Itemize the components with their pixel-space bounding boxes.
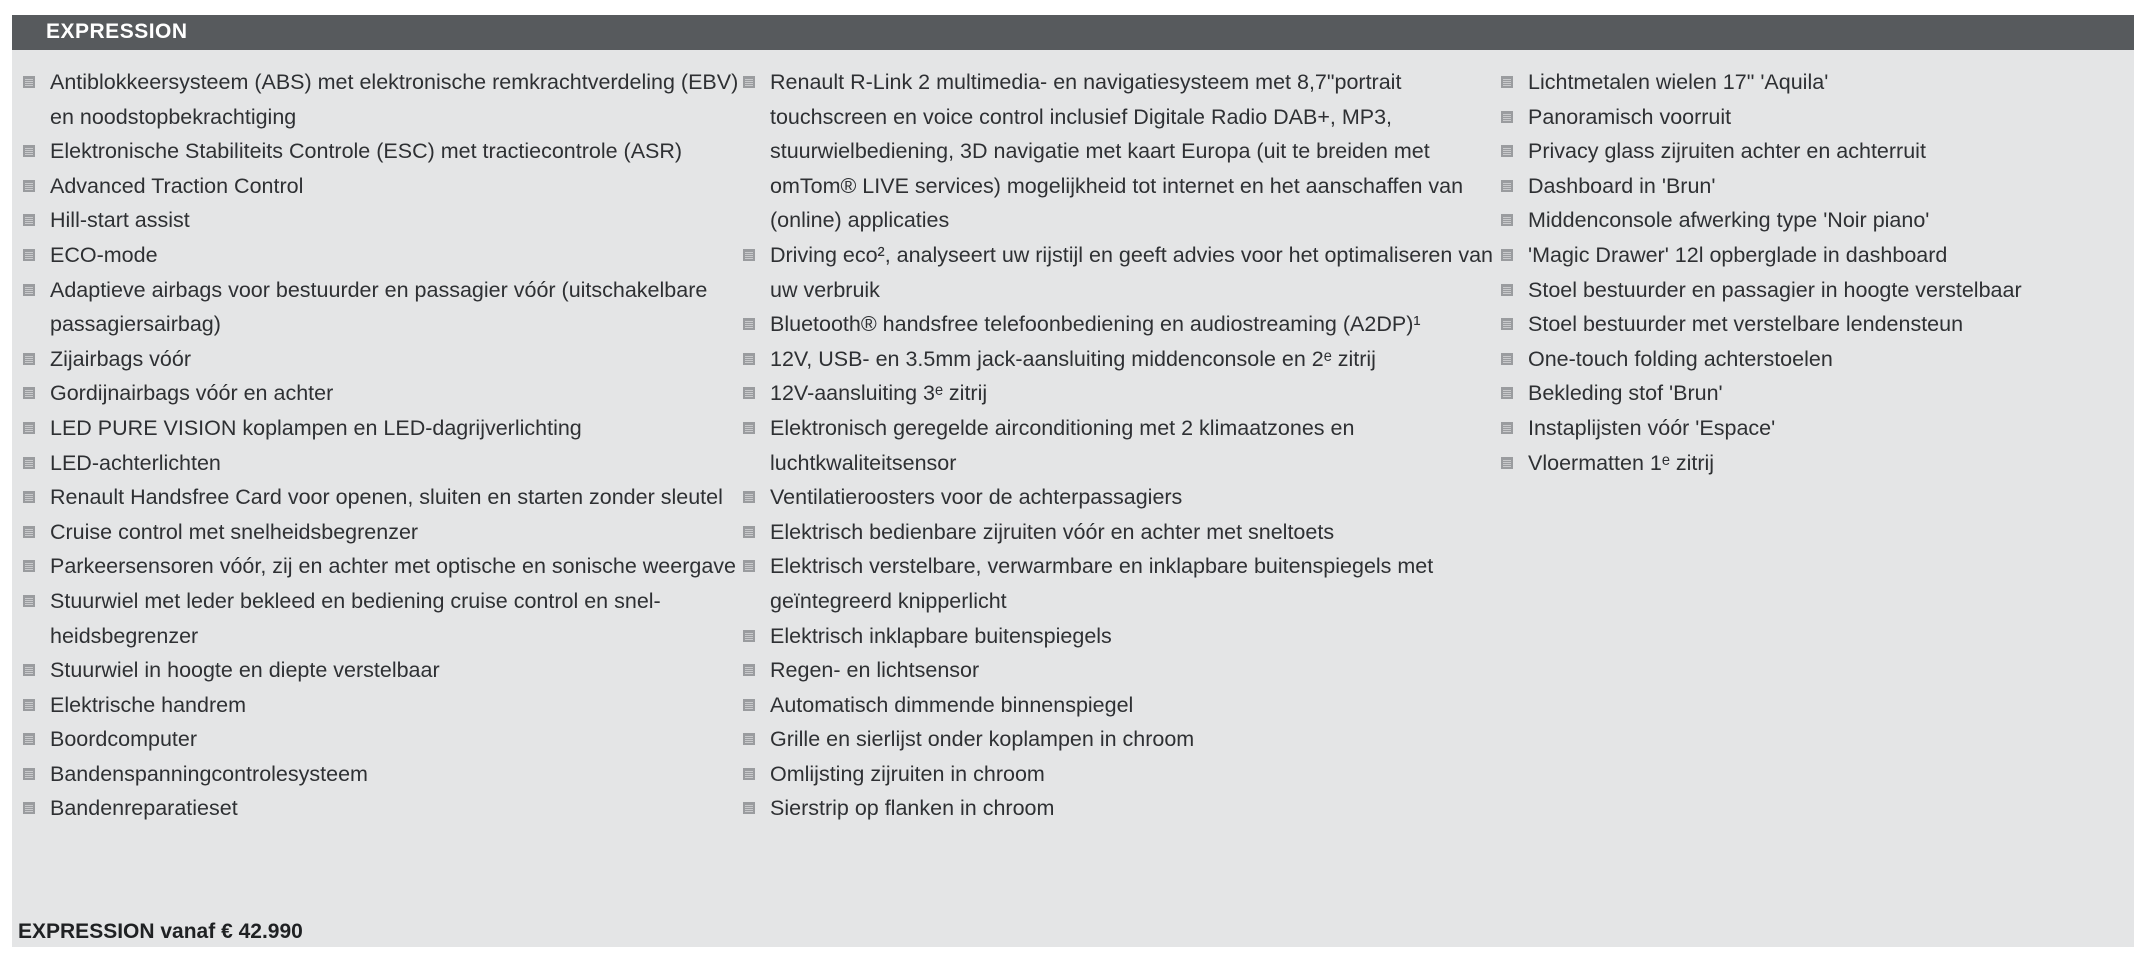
square-bullet-icon	[1501, 387, 1513, 399]
list-item-text: Renault R-Link 2 multimedia- en navigatiesysteem met 8,7"portrait touchscreen en voice control inclusief Digitale Radio DAB+, MP3, stuurwielbediening, 3D navigatie met kaart Europa (uit te breiden met omTom® LIVE services) mogelijkheid tot internet en het aanschaffen van (online) applicaties	[770, 70, 1464, 233]
list-item-text: Adaptieve airbags voor bestuurder en passagier vóór (uitschakelbare passagiersairbag)	[50, 277, 708, 337]
square-bullet-icon	[23, 249, 35, 261]
list-item	[20, 134, 740, 169]
list-item	[740, 653, 1500, 688]
list-item-text: Automatisch dimmende binnenspiegel	[770, 692, 1134, 717]
list-item-text: 'Magic Drawer' 12l opberglade in dashboard	[1528, 242, 1948, 267]
list-item-text: LED-achterlichten	[50, 450, 221, 475]
square-bullet-icon	[743, 249, 755, 261]
list-item-text: Vloermatten 1ᵉ zitrij	[1528, 450, 1715, 475]
square-bullet-icon	[743, 560, 755, 572]
list-item	[1498, 376, 2118, 411]
square-bullet-icon	[743, 387, 755, 399]
square-bullet-icon	[743, 353, 755, 365]
list-item	[740, 791, 1500, 826]
square-bullet-icon	[23, 145, 35, 157]
list-item-text: Stoel bestuurder met verstelbare lendensteun	[1528, 312, 1964, 337]
list-item	[740, 619, 1500, 654]
list-item-text: 12V-aansluiting 3ᵉ zitrij	[770, 381, 988, 406]
list-item-text: Cruise control met snelheidsbegrenzer	[50, 519, 419, 544]
list-item-text: Privacy glass zijruiten achter en achterruit	[1528, 139, 1926, 164]
list-item	[740, 411, 1500, 480]
list-item-text: One-touch folding achterstoelen	[1528, 346, 1833, 371]
square-bullet-icon	[1501, 318, 1513, 330]
list-item-text: Elektronische Stabiliteits Controle (ESC) met tractiecontrole (ASR)	[50, 139, 683, 164]
list-item-text: Zijairbags vóór	[50, 346, 191, 371]
square-bullet-icon	[743, 664, 755, 676]
list-item-text: Elektrisch bedienbare zijruiten vóór en achter met sneltoets	[770, 519, 1335, 544]
square-bullet-icon	[1501, 249, 1513, 261]
list-item-text: Elektrisch inklapbare buitenspiegels	[770, 623, 1112, 648]
list-item	[20, 273, 740, 342]
list-item	[20, 584, 740, 653]
square-bullet-icon	[1501, 145, 1513, 157]
list-item-text: Elektronisch geregelde airconditioning met 2 klimaatzones en luchtkwaliteitsensor	[770, 415, 1355, 475]
list-item	[20, 376, 740, 411]
list-item-text: Elektrisch verstelbare, verwarmbare en inklapbare buitenspiegels met geïntegreerd knipperlicht	[770, 554, 1434, 613]
square-bullet-icon	[23, 664, 35, 676]
square-bullet-icon	[1501, 214, 1513, 226]
equipment-panel	[12, 15, 2134, 947]
list-item	[20, 791, 740, 826]
square-bullet-icon	[743, 733, 755, 745]
list-item-text: Grille en sierlijst onder koplampen in chroom	[770, 727, 1195, 752]
square-bullet-icon	[1501, 180, 1513, 192]
list-item-text: Boordcomputer	[50, 727, 197, 752]
list-item-text: ECO-mode	[50, 242, 158, 267]
list-item	[20, 203, 740, 238]
list-item-text: Stuurwiel met leder bekleed en bediening cruise control en snel-heidsbegrenzer	[50, 588, 661, 648]
equipment-column-3	[1498, 65, 2118, 480]
list-item-text: Omlijsting zijruiten in chroom	[770, 761, 1045, 786]
square-bullet-icon	[23, 422, 35, 434]
list-item-text: Ventilatieroosters voor de achterpassagiers	[770, 485, 1183, 510]
list-item	[1498, 446, 2118, 481]
square-bullet-icon	[743, 491, 755, 503]
list-item-text: Instaplijsten vóór 'Espace'	[1528, 415, 1776, 440]
square-bullet-icon	[23, 802, 35, 814]
list-item	[20, 688, 740, 723]
list-item-text: Stoel bestuurder en passagier in hoogte verstelbaar	[1528, 277, 2022, 302]
list-item-text: Gordijnairbags vóór en achter	[50, 381, 334, 406]
list-item	[740, 376, 1500, 411]
list-item	[20, 515, 740, 550]
square-bullet-icon	[23, 214, 35, 226]
square-bullet-icon	[23, 457, 35, 469]
square-bullet-icon	[23, 699, 35, 711]
square-bullet-icon	[23, 284, 35, 296]
list-item-text: Renault Handsfree Card voor openen, sluiten en starten zonder sleutel	[50, 485, 723, 510]
square-bullet-icon	[23, 733, 35, 745]
list-item	[1498, 134, 2118, 169]
list-item	[740, 757, 1500, 792]
list-item-text: LED PURE VISION koplampen en LED-dagrijverlichting	[50, 415, 582, 440]
square-bullet-icon	[1501, 353, 1513, 365]
list-item	[1498, 238, 2118, 273]
list-item	[740, 342, 1500, 377]
square-bullet-icon	[23, 560, 35, 572]
list-item	[740, 238, 1500, 307]
list-item-text: Antiblokkeersysteem (ABS) met elektronische remkrachtverdeling (EBV) en noodstopbekrachtiging	[50, 70, 739, 129]
list-item-text: Bluetooth® handsfree telefoonbediening en audiostreaming (A2DP)¹	[770, 312, 1421, 337]
list-item-text: Hill-start assist	[50, 208, 190, 233]
list-item-text: Sierstrip op flanken in chroom	[770, 796, 1055, 821]
square-bullet-icon	[743, 630, 755, 642]
square-bullet-icon	[743, 76, 755, 88]
equipment-column-1	[20, 65, 740, 826]
list-item-text: Bandenreparatieset	[50, 796, 238, 821]
list-item-text: 12V, USB- en 3.5mm jack-aansluiting middenconsole en 2ᵉ zitrij	[770, 346, 1376, 371]
list-item	[1498, 342, 2118, 377]
list-item	[740, 65, 1500, 238]
list-item-text: Lichtmetalen wielen 17" 'Aquila'	[1528, 70, 1829, 94]
list-item-text: Elektrische handrem	[50, 692, 246, 717]
list-item-text: Middenconsole afwerking type 'Noir piano'	[1528, 208, 1930, 233]
list-item	[1498, 169, 2118, 204]
square-bullet-icon	[743, 768, 755, 780]
list-item	[740, 688, 1500, 723]
square-bullet-icon	[23, 76, 35, 88]
list-item	[740, 722, 1500, 757]
list-item	[1498, 273, 2118, 308]
list-item	[20, 549, 740, 584]
list-item	[20, 238, 740, 273]
list-item	[20, 411, 740, 446]
square-bullet-icon	[23, 353, 35, 365]
list-item	[740, 515, 1500, 550]
list-item	[20, 65, 740, 134]
square-bullet-icon	[1501, 284, 1513, 296]
equipment-column-2	[740, 65, 1500, 826]
list-item-text: Panoramisch voorruit	[1528, 104, 1732, 129]
list-item-text: Advanced Traction Control	[50, 173, 304, 198]
square-bullet-icon	[23, 387, 35, 399]
square-bullet-icon	[743, 699, 755, 711]
list-item	[740, 307, 1500, 342]
list-item-text: Regen- en lichtsensor	[770, 658, 980, 683]
square-bullet-icon	[23, 768, 35, 780]
list-item	[20, 169, 740, 204]
list-item	[1498, 307, 2118, 342]
list-item-text: Dashboard in 'Brun'	[1528, 173, 1716, 198]
list-item-text: Stuurwiel in hoogte en diepte verstelbaar	[50, 658, 440, 683]
footer-price: EXPRESSION vanaf € 42.990	[18, 920, 303, 943]
square-bullet-icon	[23, 180, 35, 192]
header-bar	[12, 15, 2134, 50]
square-bullet-icon	[743, 318, 755, 330]
list-item	[20, 446, 740, 481]
list-item-text: Bekleding stof 'Brun'	[1528, 381, 1723, 406]
list-item	[1498, 411, 2118, 446]
list-item	[740, 480, 1500, 515]
square-bullet-icon	[743, 422, 755, 434]
square-bullet-icon	[1501, 422, 1513, 434]
list-item	[20, 757, 740, 792]
header-title: EXPRESSION	[46, 20, 188, 43]
square-bullet-icon	[23, 526, 35, 538]
list-item	[20, 342, 740, 377]
square-bullet-icon	[743, 526, 755, 538]
square-bullet-icon	[23, 491, 35, 503]
list-item	[1498, 100, 2118, 135]
square-bullet-icon	[743, 802, 755, 814]
list-item	[1498, 203, 2118, 238]
list-item	[740, 549, 1500, 618]
square-bullet-icon	[23, 595, 35, 607]
square-bullet-icon	[1501, 457, 1513, 469]
list-item	[20, 653, 740, 688]
list-item	[20, 722, 740, 757]
square-bullet-icon	[1501, 76, 1513, 88]
list-item	[1498, 65, 2118, 100]
square-bullet-icon	[1501, 111, 1513, 123]
list-item-text: Driving eco², analyseert uw rijstijl en geeft advies voor het optimaliseren van uw verbruik	[770, 242, 1493, 302]
list-item-text: Bandenspanningcontrolesysteem	[50, 761, 368, 786]
list-item-text: Parkeersensoren vóór, zij en achter met optische en sonische weergave	[50, 554, 736, 579]
list-item	[20, 480, 740, 515]
